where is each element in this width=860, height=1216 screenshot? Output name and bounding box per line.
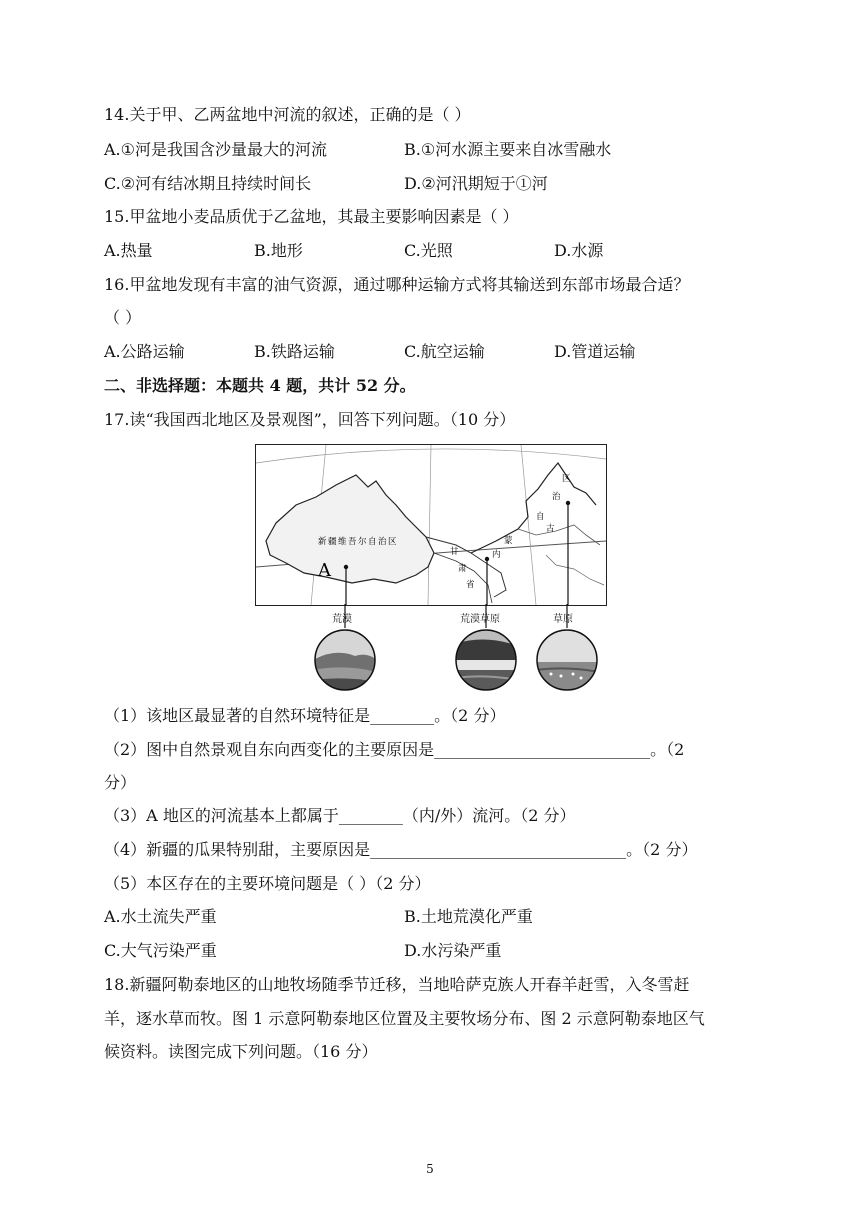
landscape-label-2: 荒漠草原 — [460, 614, 500, 625]
q14-stem: 14.关于甲、乙两盆地中河流的叙述，正确的是（ ） — [104, 105, 471, 124]
landscape-label-3: 草原 — [553, 614, 573, 625]
q14-option-a: A.①河是我国含沙量最大的河流 — [104, 140, 327, 159]
section-heading: 二、非选择题：本题共 4 题，共计 52 分。 — [104, 376, 416, 395]
q14-option-d: D.②河汛期短于①河 — [404, 174, 548, 193]
q15-stem: 15.甲盆地小麦品质优于乙盆地，其最主要影响因素是（ ） — [104, 207, 519, 226]
q17-option-d: D.水污染严重 — [404, 941, 502, 960]
q15-option-c: C.光照 — [404, 241, 453, 260]
q15-option-d: D.水源 — [554, 241, 604, 260]
q18-line-1: 18.新疆阿勒泰地区的山地牧场随季节迁移，当地哈萨克族人开春羊赶雪，入冬雪赶 — [104, 975, 690, 994]
q18-line-3: 候资料。读图完成下列问题。（16 分） — [104, 1042, 378, 1061]
q14-option-b: B.①河水源主要来自冰雪融水 — [404, 140, 612, 159]
q15-option-a: A.热量 — [104, 241, 153, 260]
q17-sub3: （3）A 地区的河流基本上都属于________（内/外）流河。（2 分） — [104, 806, 576, 825]
q16-option-d: D.管道运输 — [554, 342, 636, 361]
q15-option-b: B.地形 — [254, 241, 303, 260]
steppe-photo — [535, 628, 599, 692]
q16-paren: （ ） — [104, 308, 142, 327]
label-nei: 内 — [492, 550, 501, 560]
map-frame — [255, 444, 607, 606]
label-su: 肃 — [458, 564, 467, 574]
map-graphic — [256, 445, 606, 605]
q17-sub4: （4）新疆的瓜果特别甜，主要原因是________________________________。（2 分） — [104, 840, 698, 859]
page-number: 5 — [426, 1162, 434, 1176]
q17-option-c: C.大气污染严重 — [104, 941, 217, 960]
label-sheng: 省 — [466, 580, 475, 590]
label-qu: 区 — [562, 474, 571, 484]
q17-option-a: A.水土流失严重 — [104, 907, 217, 926]
label-zi: 自 — [536, 512, 545, 522]
q17-sub2: （2）图中自然景观自东向西变化的主要原因是___________________________。（2 — [104, 740, 685, 759]
label-gan: 甘 — [450, 547, 459, 557]
label-gu: 古 — [546, 524, 555, 534]
q18-line-2: 羊，逐水草而牧。图 1 示意阿勒泰地区位置及主要牧场分布、图 2 示意阿勒泰地区气 — [104, 1009, 705, 1028]
q17-stem: 17.读“我国西北地区及景观图”，回答下列问题。（10 分） — [104, 410, 516, 429]
label-point-a: A — [318, 560, 331, 581]
landscape-photos — [255, 604, 607, 692]
q16-option-a: A.公路运输 — [104, 342, 185, 361]
q17-sub1: （1）该地区最显著的自然环境特征是________。（2 分） — [104, 706, 506, 725]
q16-option-b: B.铁路运输 — [254, 342, 335, 361]
q17-option-b: B.土地荒漠化严重 — [404, 907, 533, 926]
q17-sub5: （5）本区存在的主要环境问题是（ ）（2 分） — [104, 874, 431, 893]
q17-sub2-cont: 分） — [104, 773, 137, 792]
northwest-map-figure — [255, 444, 607, 692]
desert-photo — [313, 628, 377, 692]
label-meng: 蒙 — [504, 536, 513, 546]
desert-steppe-photo — [454, 628, 518, 692]
landscape-label-1: 荒漠 — [332, 614, 352, 625]
q16-option-c: C.航空运输 — [404, 342, 485, 361]
label-zhi: 治 — [552, 492, 561, 502]
label-xinjiang: 新疆维吾尔自治区 — [318, 537, 399, 547]
q16-stem: 16.甲盆地发现有丰富的油气资源，通过哪种运输方式将其输送到东部市场最合适？ — [104, 275, 690, 294]
q14-option-c: C.②河有结冰期且持续时间长 — [104, 174, 312, 193]
